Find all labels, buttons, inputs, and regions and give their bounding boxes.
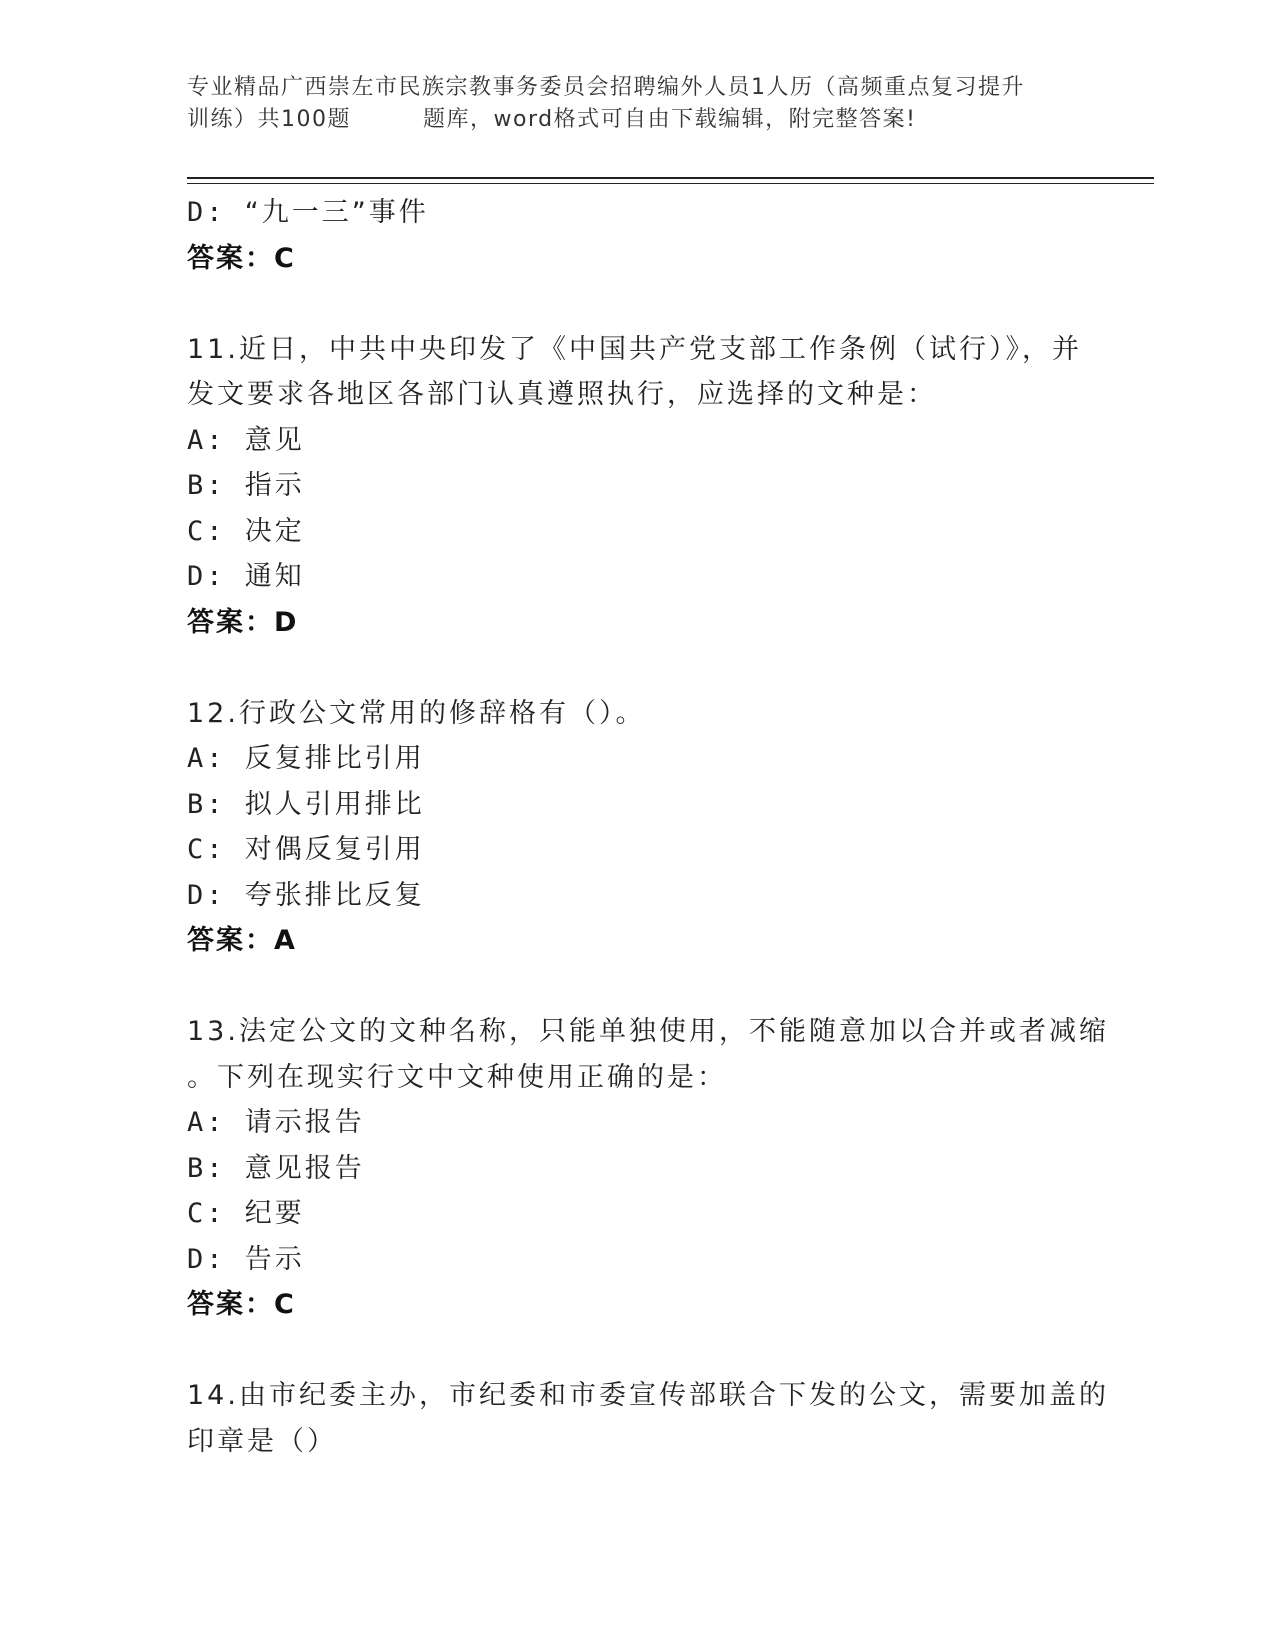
option-letter: B: bbox=[187, 1152, 226, 1184]
question-14-stem-line-2: 印章是（） bbox=[187, 1425, 337, 1457]
option-letter: B: bbox=[187, 470, 226, 501]
question-11-option-a bbox=[187, 418, 1087, 464]
header-title-line-2-part-1: 训练）共100题 bbox=[187, 107, 351, 132]
question-11-answer: 答案：D bbox=[187, 606, 299, 638]
option-letter: C: bbox=[187, 1198, 226, 1229]
option-letter: D: bbox=[187, 561, 226, 592]
question-13-stem-line-2: 。下列在现实行文中文种使用正确的是： bbox=[187, 1061, 727, 1093]
option-text: 夸张排比反复 bbox=[244, 879, 425, 911]
question-13-option-b bbox=[187, 1146, 1087, 1192]
option-letter: C: bbox=[187, 834, 226, 865]
option-text: 纪要 bbox=[244, 1198, 305, 1229]
option-letter: C: bbox=[187, 515, 226, 547]
option-text: 对偶反复引用 bbox=[244, 834, 425, 865]
document-body bbox=[187, 190, 1109, 1464]
option-text: 指示 bbox=[244, 470, 305, 501]
option-letter: A: bbox=[187, 424, 226, 456]
option-text: 反复排比引用 bbox=[244, 743, 425, 774]
question-13-answer: 答案：C bbox=[187, 1289, 296, 1320]
answer-line: 答案：C bbox=[187, 242, 296, 274]
question-12-option-b bbox=[187, 782, 1087, 828]
question-12-answer: 答案：A bbox=[187, 925, 297, 956]
question-11-option-b bbox=[187, 463, 1087, 509]
question-12-stem-line-1: 12.行政公文常用的修辞格有（）。 bbox=[187, 697, 646, 729]
question-12-option-a bbox=[187, 736, 1087, 782]
question-11-stem-line-2: 发文要求各地区各部门认真遵照执行，应选择的文种是： bbox=[187, 379, 937, 410]
question-13-option-c bbox=[187, 1191, 1087, 1237]
option-d bbox=[187, 190, 1087, 236]
question-13-option-d bbox=[187, 1237, 1087, 1283]
option-text: 决定 bbox=[244, 515, 305, 547]
question-13-stem-line-1: 13.法定公文的文种名称，只能单独使用，不能随意加以合并或者减缩 bbox=[187, 1016, 1109, 1047]
question-12-option-d bbox=[187, 873, 1087, 919]
question-14-stem-line-1: 14.由市纪委主办，市纪委和市委宣传部联合下发的公文，需要加盖的 bbox=[187, 1380, 1109, 1411]
option-letter: D: bbox=[187, 197, 226, 228]
question-12-option-c bbox=[187, 827, 1087, 873]
option-letter: A: bbox=[187, 743, 226, 774]
option-letter: B: bbox=[187, 788, 226, 820]
question-11-stem-line-1: 11.近日，中共中央印发了《中国共产党支部工作条例（试行）》，并 bbox=[187, 333, 1082, 365]
question-11-option-c bbox=[187, 509, 1087, 555]
header-title-line-2-part-2: 题库，word格式可自由下载编辑，附完整答案! bbox=[423, 107, 917, 132]
option-text: 意见 bbox=[244, 424, 305, 456]
question-11-option-d bbox=[187, 554, 1087, 600]
header-divider-thick bbox=[187, 177, 1154, 179]
option-letter: D: bbox=[187, 879, 226, 911]
option-text: 告示 bbox=[244, 1243, 305, 1275]
option-text: “九一三”事件 bbox=[244, 197, 429, 228]
option-text: 通知 bbox=[244, 561, 305, 592]
option-letter: D: bbox=[187, 1243, 226, 1275]
option-text: 意见报告 bbox=[244, 1152, 365, 1184]
option-text: 请示报告 bbox=[244, 1107, 365, 1138]
question-13-option-a bbox=[187, 1100, 1087, 1146]
header-title-line-2 bbox=[187, 104, 1107, 136]
header-divider-thin bbox=[187, 183, 1154, 184]
document-header bbox=[187, 72, 1107, 136]
header-title-line-1: 专业精品广西崇左市民族宗教事务委员会招聘编外人员1人历（高频重点复习提升 bbox=[187, 75, 1025, 100]
option-text: 拟人引用排比 bbox=[244, 788, 425, 820]
option-letter: A: bbox=[187, 1107, 226, 1138]
